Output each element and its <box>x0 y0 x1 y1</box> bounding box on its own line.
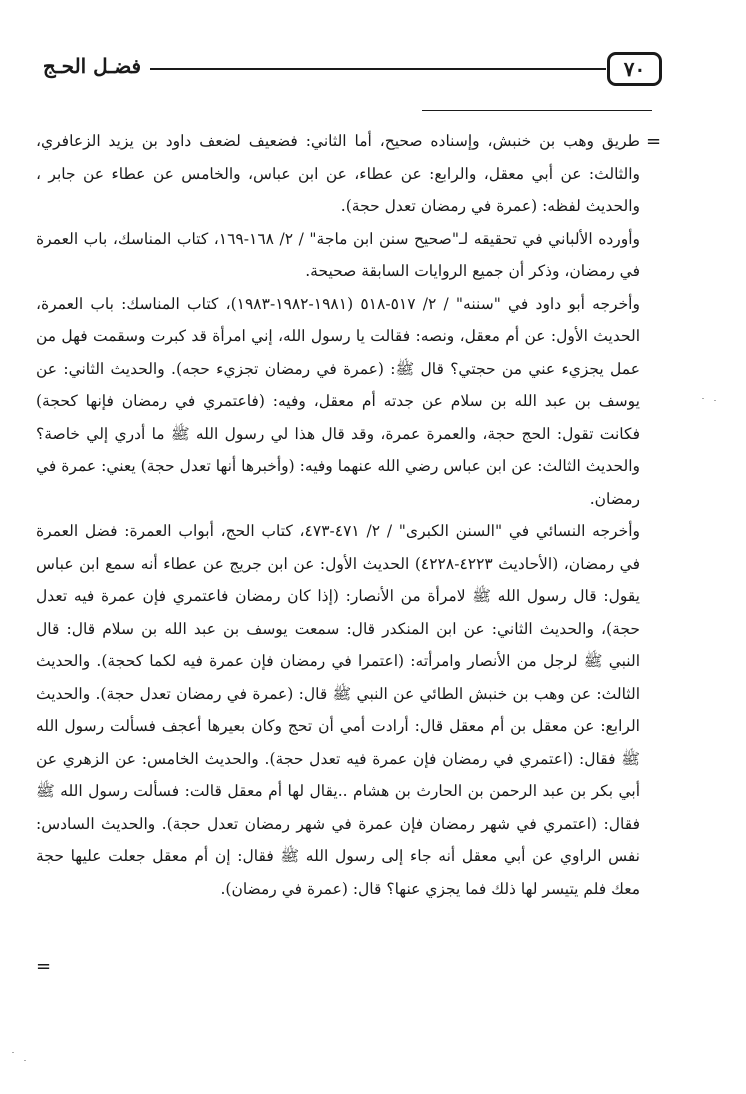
footnote-paragraph-2: وأورده الألباني في تحقيقه لـ"صحيح سنن ابن ماجة" / ٢/ ١٦٨-١٦٩، كتاب المناسك، باب العمرة في رمضان، وذكر أن جميع الروايات السابقة صحيحة. <box>36 229 641 280</box>
running-title: فضـل الحـج <box>42 54 142 78</box>
scan-speck <box>24 1060 26 1061</box>
page-number-box <box>607 52 662 86</box>
scan-speck <box>702 398 704 399</box>
footnote-paragraph-4: وأخرجه النسائي في "السنن الكبرى" / ٢/ ٤٧١-٤٧٣، كتاب الحج، أبواب العمرة: فضل العمرة في رمضان، (الأحاديث ٤٢٢٣-٤٢٢٨) الحديث الأول: عن ابن جريج عن عطاء أنه سمع ابن عباس يقول: قال رسول الله ﷺ لامرأة من الأنصار: (إذا كان رمضان فاعتمري فإن عمرة فيه تعدل حجة)، والحديث الثاني: عن ابن المنكدر قال: سمعت يوسف بن عبد الله بن سلام قال: قال النبي ﷺ لرجل من الأنصار وامرأته: (اعتمرا في رمضان فإن عمرة فيه لكما كحجة). والحديث الثالث: عن وهب بن خنبش الطائي عن النبي ﷺ قال: (عمرة في رمضان تعدل حجة). والحديث الرابع: عن معقل بن أم معقل قال: أرادت أمي أن تحج وكان بعيرها أعجف فسألت رسول الله ﷺ فقال: (اعتمري في رمضان فإن عمرة فيه تعدل حجة). والحديث الخامس: عن الزهري عن أبي بكر بن عبد الرحمن بن الحارث بن هشام ..يقال لها أم معقل قالت: فسألت رسول الله ﷺ فقال: (اعتمري في شهر رمضان فإن عمرة في شهر رمضان تعدل حجة). والحديث السادس: نفس الراوي عن أبي معقل أنه جاء إلى رسول الله ﷺ فقال: إن أم معقل جعلت عليها حجة معك فلم يتيسر لها ذلك فما يجزي عنها؟ قال: (عمرة في رمضان). <box>36 522 640 898</box>
scan-speck <box>12 1052 14 1053</box>
scan-speck <box>714 400 716 401</box>
footnote-paragraph-3: وأخرجه أبو داود في "سننه" / ٢/ ٥١٧-٥١٨ (١٩٨١-١٩٨٢-١٩٨٣)، كتاب المناسك: باب العمرة، الحديث الأول: عن أم معقل، ونصه: فقالت يا رسول الله، إني امرأة قد كبرت وسقمت فهل من عمل يجزيء عني من حجتي؟ قال ﷺ: (عمرة في رمضان تجزيء حجه). والحديث الثاني: عن يوسف بن عبد الله بن سلام عن جدته أم معقل، وفيه: (فاعتمري في رمضان فإنها كحجة) فكانت تقول: الحج حجة، والعمرة عمرة، وقد قال هذا لي رسول الله ﷺ ما أدري إلي خاصة؟ والحديث الثالث: عن ابن عباس رضي الله عنهما وفيه: (وأخبرها أنها تعدل حجة) يعني: عمرة في رمضان. <box>36 294 640 508</box>
page-number: ٧٠ <box>623 57 646 81</box>
continuation-mark-top: = <box>646 131 662 152</box>
header-rule <box>150 68 606 70</box>
footnote-paragraph-1: طريق وهب بن خنبش، وإسناده صحيح، أما الثاني: فضعيف لضعف داود بن يزيد الزعافري، والثالث: عن أبي معقل، والرابع: عن عطاء، عن ابن عباس، والخامس عن عطاء عن جابر ، والحديث لفظه: (عمرة في رمضان تعدل حجة). <box>36 132 640 215</box>
footnote-body <box>36 125 640 905</box>
footnote-separator <box>422 110 652 111</box>
continuation-mark-bottom: = <box>36 956 52 977</box>
